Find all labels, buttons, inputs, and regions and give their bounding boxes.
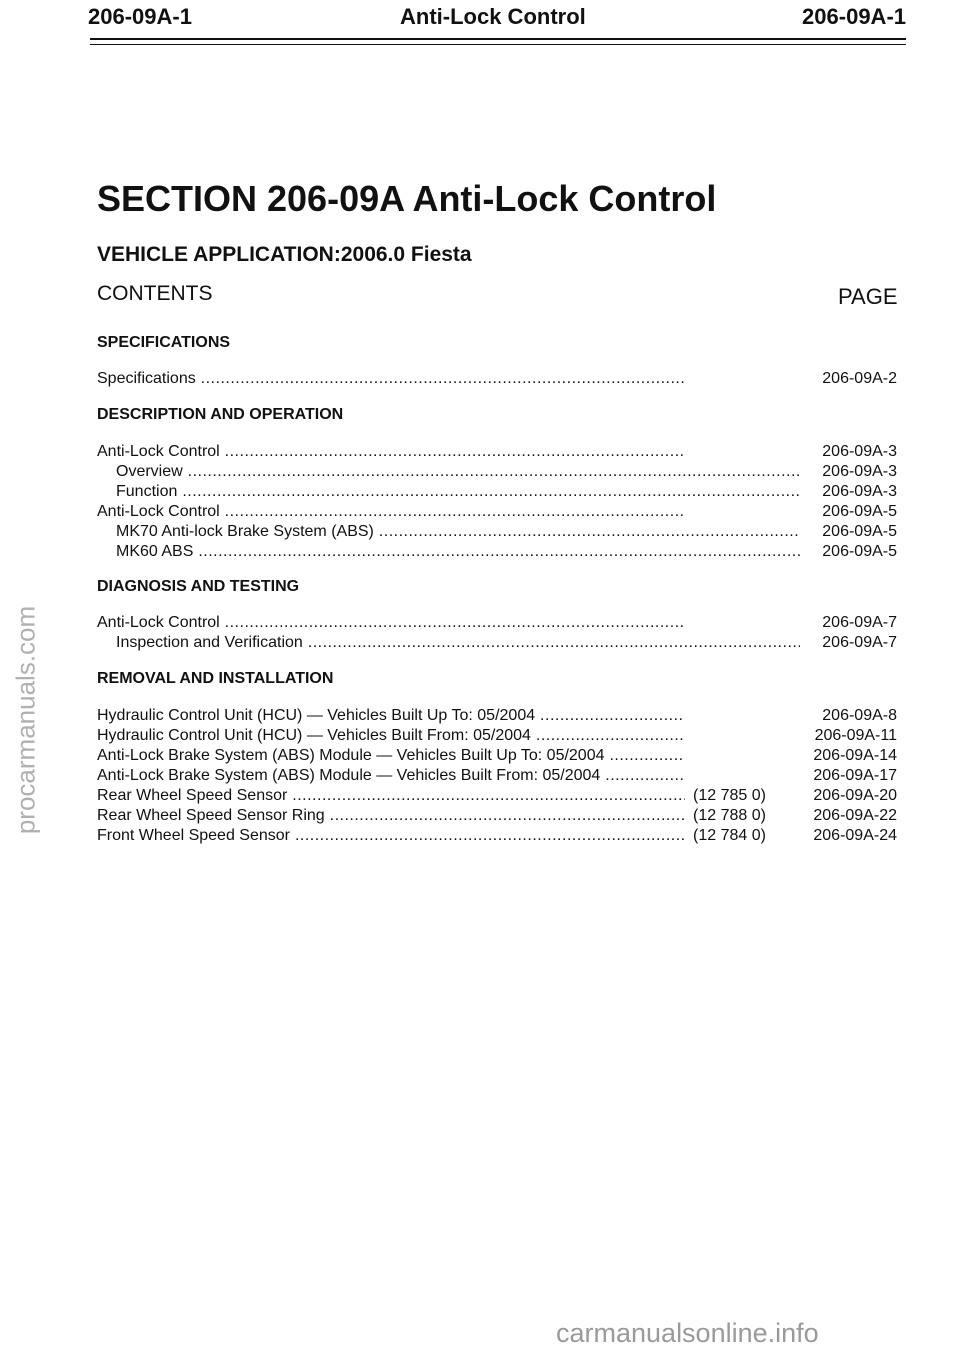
toc-entry[interactable] (97, 786, 897, 806)
toc-entry[interactable] (97, 542, 897, 562)
header-rule-thin (90, 44, 906, 45)
toc-entry-label: Anti-Lock Control ..... (97, 613, 685, 633)
toc-entry-part-number: (12 784 0) (693, 827, 766, 844)
toc-entry[interactable] (97, 806, 897, 826)
toc-entry[interactable] (97, 502, 897, 522)
toc-entry-label: Hydraulic Control Unit (HCU) — Vehicles Built From: 05/2004 ..... (97, 726, 685, 746)
side-watermark: procarmanuals.com (10, 605, 41, 835)
toc-entry-label: Hydraulic Control Unit (HCU) — Vehicles Built Up To: 05/2004 ..... (97, 706, 685, 726)
toc-entry-label: Rear Wheel Speed Sensor Ring ..... (97, 806, 685, 826)
toc-entry-part-number: (12 785 0) (693, 787, 766, 804)
toc-entry-label: Anti-Lock Brake System (ABS) Module — Vehicles Built From: 05/2004 ..... (97, 766, 685, 786)
contents-label: CONTENTS (97, 282, 213, 305)
toc-entry-page: 206-09A-3 (822, 443, 897, 460)
toc-entry-label: Front Wheel Speed Sensor ..... (97, 826, 685, 846)
toc-entry-page: 206-09A-24 (813, 827, 897, 844)
toc-entry-label: Overview ..... (97, 462, 800, 482)
toc-entry-page: 206-09A-20 (813, 787, 897, 804)
toc-entry-page: 206-09A-7 (822, 634, 897, 651)
toc-entry-page: 206-09A-8 (822, 707, 897, 724)
toc-entry-label: Anti-Lock Control ..... (97, 442, 685, 462)
toc-entry-label: MK70 Anti-lock Brake System (ABS) ..... (97, 522, 800, 542)
header-page-number-left: 206-09A-1 (88, 4, 192, 29)
running-header (88, 4, 906, 38)
toc-entry[interactable] (97, 766, 897, 786)
toc-entry-page: 206-09A-5 (822, 503, 897, 520)
toc-entry-page: 206-09A-17 (813, 767, 897, 784)
bottom-watermark: carmanualsonline.info (556, 1318, 819, 1348)
toc-entry-page: 206-09A-22 (813, 807, 897, 824)
section-heading-diagnosis: DIAGNOSIS AND TESTING (97, 578, 300, 595)
toc-entry[interactable] (97, 633, 897, 653)
toc-entry[interactable] (97, 726, 897, 746)
toc-entry[interactable] (97, 613, 897, 633)
toc-entry[interactable] (97, 482, 897, 502)
toc-entry[interactable] (97, 462, 897, 482)
toc-entry[interactable] (97, 442, 897, 462)
toc-entry-page: 206-09A-5 (822, 523, 897, 540)
toc-entry-page: 206-09A-3 (822, 483, 897, 500)
header-title: Anti-Lock Control (400, 4, 586, 29)
header-rule (90, 38, 906, 40)
toc-entry[interactable] (97, 746, 897, 766)
toc-entry-label: Anti-Lock Brake System (ABS) Module — Vehicles Built Up To: 05/2004 ..... (97, 746, 685, 766)
toc-entry-label: Rear Wheel Speed Sensor ..... (97, 786, 685, 806)
toc-entry-page: 206-09A-11 (814, 727, 897, 744)
toc-entry-label: Anti-Lock Control ..... (97, 502, 685, 522)
section-heading-removal: REMOVAL AND INSTALLATION (97, 670, 334, 687)
header-page-number-right: 206-09A-1 (802, 4, 906, 29)
toc-entry-page: 206-09A-5 (822, 543, 897, 560)
toc-entry-label: MK60 ABS ..... (97, 542, 800, 562)
toc-entry-page: 206-09A-3 (822, 463, 897, 480)
toc-entry-label: Inspection and Verification ..... (97, 633, 800, 653)
toc-entry-page: 206-09A-7 (822, 614, 897, 631)
toc-entry-label: Function ..... (97, 482, 800, 502)
toc-entry[interactable] (97, 522, 897, 542)
toc-entry-label: Specifications ..... (97, 369, 685, 389)
toc-entry-page: 206-09A-14 (813, 747, 897, 764)
section-heading-specifications: SPECIFICATIONS (97, 334, 231, 351)
vehicle-application: VEHICLE APPLICATION:2006.0 Fiesta (97, 243, 472, 266)
toc-entry-page: 206-09A-2 (822, 370, 897, 387)
toc-entry-part-number: (12 788 0) (693, 807, 766, 824)
section-heading-description: DESCRIPTION AND OPERATION (97, 406, 344, 423)
section-title: SECTION 206-09A Anti-Lock Control (97, 178, 717, 219)
toc-entry[interactable] (97, 369, 897, 389)
toc-entry[interactable] (97, 826, 897, 846)
toc-entry[interactable] (97, 706, 897, 726)
page-column-label: PAGE (838, 284, 898, 309)
